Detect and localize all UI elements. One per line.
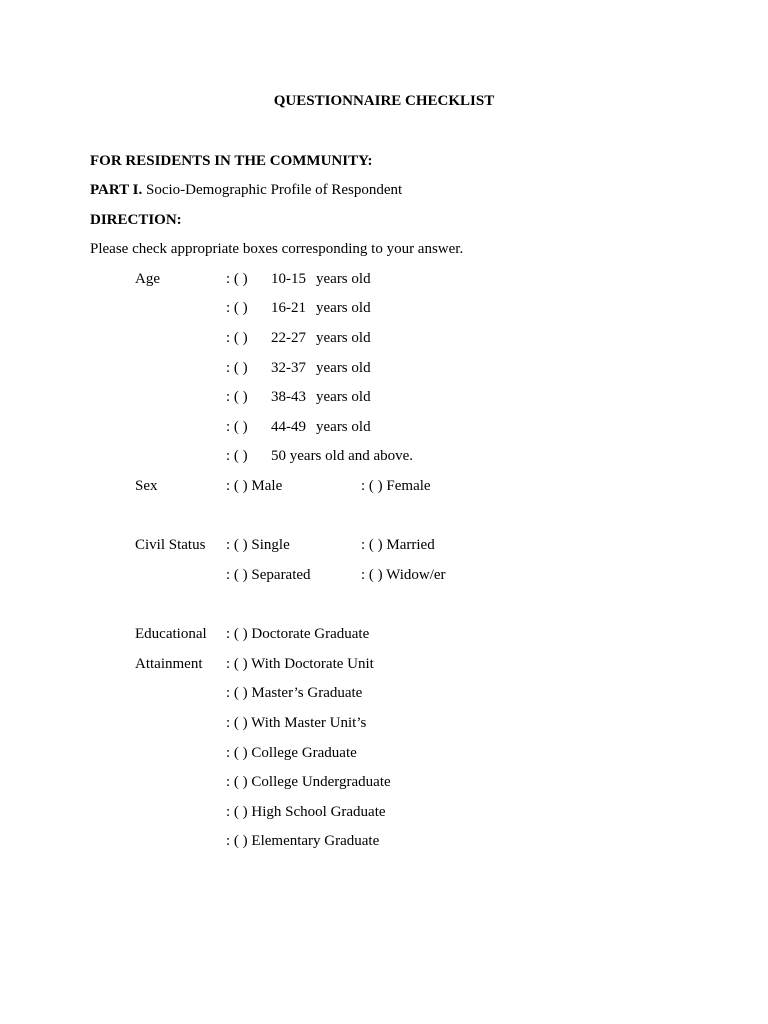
instruction-text: Please check appropriate boxes corresponding to your answer. <box>90 241 464 257</box>
part-heading <box>90 181 402 199</box>
civil-status-label: Civil Status <box>135 537 206 553</box>
civil-option-married[interactable]: : ( ) Married <box>361 537 435 553</box>
education-option-doctorate-unit[interactable]: : ( ) With Doctorate Unit <box>226 656 374 672</box>
age-range-3: 22-27 <box>271 330 306 346</box>
age-unit-6: years old <box>316 419 371 435</box>
education-option-doctorate-graduate[interactable]: : ( ) Doctorate Graduate <box>226 626 370 642</box>
sex-option-female[interactable]: : ( ) Female <box>361 478 431 494</box>
age-unit-2: years old <box>316 300 371 316</box>
age-label: Age <box>135 271 160 287</box>
age-range-2: 16-21 <box>271 300 306 316</box>
direction-heading: DIRECTION: <box>90 212 182 228</box>
civil-option-separated[interactable]: : ( ) Separated <box>226 567 311 583</box>
age-range-6: 44-49 <box>271 419 306 435</box>
civil-option-widower[interactable]: : ( ) Widow/er <box>361 567 446 583</box>
sex-label: Sex <box>135 478 158 494</box>
age-unit-1: years old <box>316 271 371 287</box>
age-checkbox-5[interactable]: : ( ) <box>226 389 248 405</box>
for-residents-heading: FOR RESIDENTS IN THE COMMUNITY: <box>90 153 373 169</box>
civil-option-single[interactable]: : ( ) Single <box>226 537 290 553</box>
age-unit-3: years old <box>316 330 371 346</box>
age-unit-4: years old <box>316 360 371 376</box>
education-option-high-school-graduate[interactable]: : ( ) High School Graduate <box>226 804 386 820</box>
age-checkbox-6[interactable]: : ( ) <box>226 419 248 435</box>
education-option-master-unit[interactable]: : ( ) With Master Unit’s <box>226 715 367 731</box>
page-title: QUESTIONNAIRE CHECKLIST <box>273 93 495 109</box>
sex-option-male[interactable]: : ( ) Male <box>226 478 283 494</box>
education-label-line1: Educational <box>135 626 207 642</box>
age-checkbox-4[interactable]: : ( ) <box>226 360 248 376</box>
education-option-college-graduate[interactable]: : ( ) College Graduate <box>226 745 357 761</box>
age-range-1: 10-15 <box>271 271 306 287</box>
age-checkbox-2[interactable]: : ( ) <box>226 300 248 316</box>
age-checkbox-3[interactable]: : ( ) <box>226 330 248 346</box>
education-option-masters-graduate[interactable]: : ( ) Master’s Graduate <box>226 685 363 701</box>
age-range-5: 38-43 <box>271 389 306 405</box>
age-checkbox-1[interactable]: : ( ) <box>226 271 248 287</box>
education-option-elementary-graduate[interactable]: : ( ) Elementary Graduate <box>226 833 380 849</box>
part-label: PART I. <box>90 182 143 198</box>
age-range-7: 50 years old and above. <box>271 448 414 464</box>
education-option-college-undergraduate[interactable]: : ( ) College Undergraduate <box>226 774 391 790</box>
part-text: Socio-Demographic Profile of Respondent <box>142 182 403 198</box>
age-range-4: 32-37 <box>271 360 306 376</box>
age-checkbox-7[interactable]: : ( ) <box>226 448 248 464</box>
education-label-line2: Attainment <box>135 656 203 672</box>
age-unit-5: years old <box>316 389 371 405</box>
